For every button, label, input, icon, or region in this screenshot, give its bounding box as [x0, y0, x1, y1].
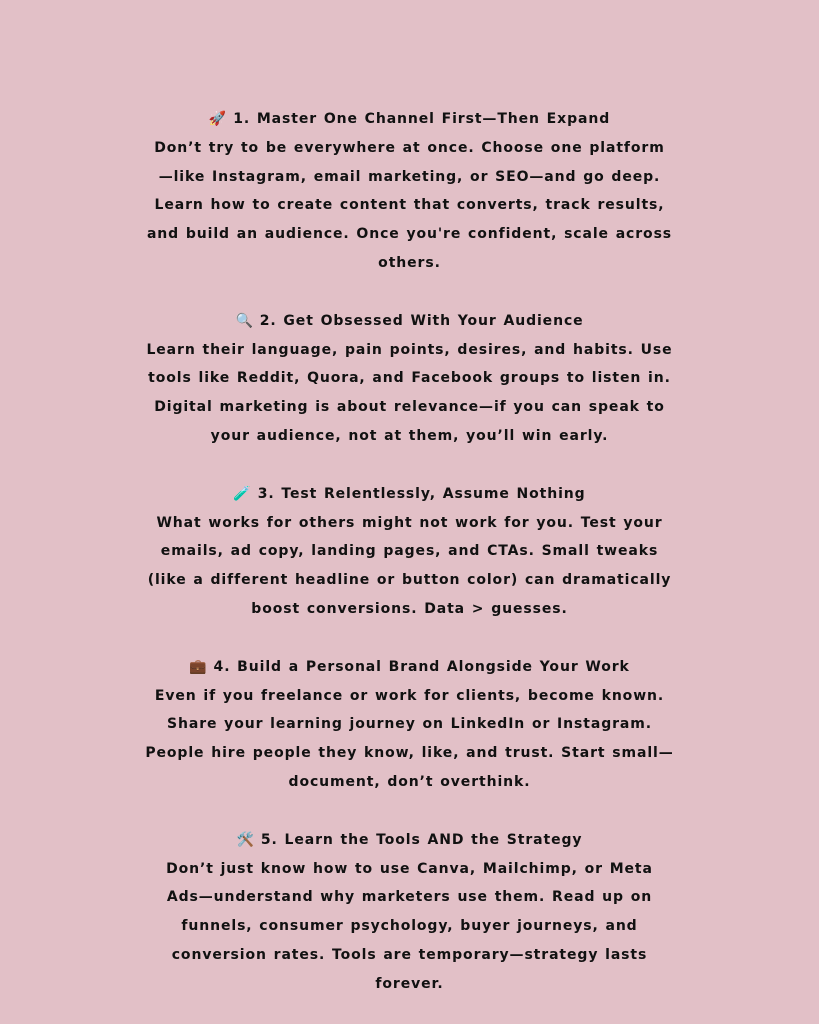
magnifying-glass-icon: 🔍: [235, 312, 254, 329]
tools-icon: 🛠️: [236, 831, 255, 848]
tip-body-line: boost conversions. Data > guesses.: [251, 600, 568, 617]
tip-body-line: Learn how to create content that converts, track results,: [154, 197, 665, 214]
tip-heading: [0, 307, 819, 336]
tip-body-line: tools like Reddit, Quora, and Facebook groups to listen in.: [148, 370, 671, 387]
tip-heading-text: 1. Master One Channel First—Then Expand: [233, 111, 611, 127]
briefcase-icon: 💼: [189, 658, 208, 675]
tip-body-line: Even if you freelance or work for clients, become known.: [154, 687, 665, 704]
tip-heading-text: 5. Learn the Tools AND the Strategy: [260, 831, 583, 848]
tip-3: [0, 480, 819, 624]
tip-body-line: forever.: [375, 975, 444, 992]
rocket-icon: 🚀: [208, 111, 228, 127]
tip-heading: [0, 480, 819, 509]
tip-body-line: emails, ad copy, landing pages, and CTAs. Small tweaks: [160, 543, 659, 560]
tip-5: [0, 826, 819, 999]
tip-heading-text: 2. Get Obsessed With Your Audience: [259, 312, 584, 329]
tip-body-line: People hire people they know, like, and trust. Start small—: [145, 745, 674, 762]
tip-body-line: Ads—understand why marketers use them. Read up on: [166, 889, 653, 906]
tip-heading: [0, 826, 819, 855]
tip-2: [0, 307, 819, 451]
tip-body-line: —like Instagram, email marketing, or SEO—and go deep.: [158, 168, 661, 185]
tip-body-line: Learn their language, pain points, desires, and habits. Use: [146, 341, 673, 358]
tip-1: [0, 105, 819, 278]
tip-body-line: Don’t just know how to use Canva, Mailchimp, or Meta: [166, 860, 653, 877]
tip-body-line: document, don’t overthink.: [288, 773, 531, 790]
tip-body-line: others.: [378, 254, 441, 271]
tip-body-line: conversion rates. Tools are temporary—strategy lasts: [171, 946, 648, 963]
tip-body-line: Don’t try to be everywhere at once. Choose one platform: [154, 139, 665, 156]
tip-heading: [0, 653, 819, 682]
tip-body-line: (like a different headline or button color) can dramatically: [147, 572, 672, 589]
tip-body-line: What works for others might not work for you. Test your: [156, 514, 663, 531]
tip-heading-text: 3. Test Relentlessly, Assume Nothing: [257, 485, 586, 502]
test-tube-icon: 🧪: [233, 485, 252, 502]
tip-body-line: your audience, not at them, you’ll win early.: [210, 427, 609, 444]
tip-body-line: and build an audience. Once you're confident, scale across: [146, 226, 673, 243]
tip-body-line: funnels, consumer psychology, buyer journeys, and: [181, 918, 638, 935]
tip-4: [0, 653, 819, 797]
tip-heading: [0, 105, 819, 134]
tip-body-line: Digital marketing is about relevance—if you can speak to: [154, 399, 665, 416]
tip-body-line: Share your learning journey on LinkedIn or Instagram.: [167, 716, 652, 733]
tip-heading-text: 4. Build a Personal Brand Alongside Your Work: [213, 658, 630, 675]
